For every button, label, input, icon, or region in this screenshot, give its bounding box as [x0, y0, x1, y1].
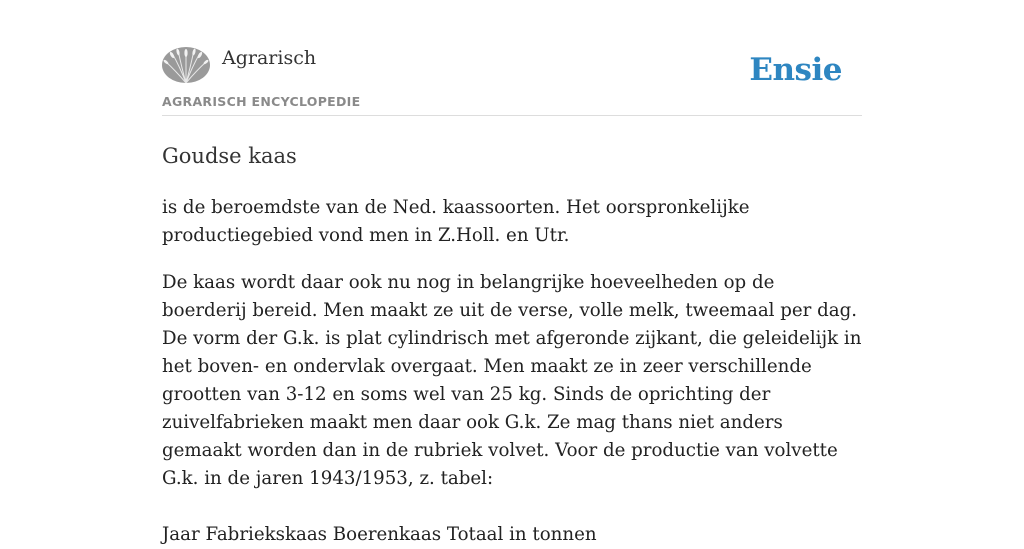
page [162, 0, 862, 549]
entry-paragraph-2: De kaas wordt daar ook nu nog in belangrijke hoeveelheden op de boerderij bereid. Men maakt ze uit de verse, volle melk, tweemaal per dag. De vorm der G.k. is plat cylindrisch met afgeronde zijkant, die geleidelijk in het boven- en ondervlak overgaat. Men maakt ze in zeer verschillende grootten van 3-12 en soms wel van 25 kg. Sinds de oprichting der zuivelfabrieken maakt men daar ook G.k. Ze mag thans niet anders gemaakt worden dan in de rubriek volvet. Voor de productie van volvette G.k. in de jaren 1943/1953, z. tabel: [162, 272, 862, 489]
wheat-icon [162, 47, 210, 83]
book-subtitle: AGRARISCH ENCYCLOPEDIE [162, 94, 361, 109]
entry-title: Goudse kaas [162, 144, 297, 168]
ensie-logo-link[interactable]: Ensie [749, 52, 842, 88]
book-title-link[interactable]: Agrarisch [222, 47, 317, 69]
entry-paragraph-1: is de beroemdste van de Ned. kaassoorten. Het oorspronkelijke productiegebied vond men in Z.Holl. en Utr. [162, 197, 750, 246]
entry-paragraph-3: Jaar Fabriekskaas Boerenkaas Totaal in tonnen [162, 524, 597, 545]
header [162, 0, 862, 116]
book-logo[interactable] [162, 47, 210, 83]
